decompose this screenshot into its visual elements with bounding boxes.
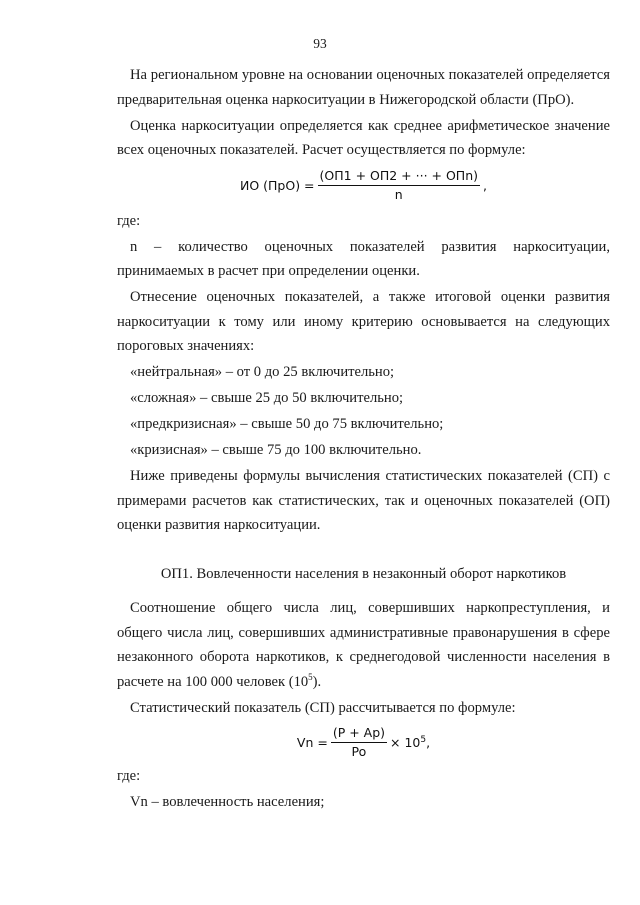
formula-vn-denominator: Po	[351, 743, 367, 759]
formula-vn-lhs: Vn =	[296, 734, 328, 750]
formula-io-pro	[117, 163, 610, 209]
paragraph-formulas-intro: Ниже приведены формулы вычисления статистических показателей (СП) с примерами расчетов как статистических, так и оценочных показателей (ОП) оценки развития наркоситуации.	[117, 468, 610, 533]
formula-io-comma: ,	[483, 178, 487, 193]
page-body	[117, 63, 610, 815]
formula-vn-fraction	[331, 725, 387, 760]
paragraph-vn-definition: Vn – вовлеченность населения;	[130, 794, 325, 810]
paragraph-assessment-method: Оценка наркоситуации определяется как среднее арифметическое значение всех оценочных показателей. Расчет осуществляется по формуле:	[117, 117, 610, 158]
section-heading: ОП1. Вовлеченности населения в незаконный оборот наркотиков	[160, 565, 567, 582]
thresholds-list	[117, 360, 610, 463]
formula-io-denominator: n	[394, 187, 403, 202]
threshold-item: «сложная» – свыше 25 до 50 включительно;	[130, 390, 404, 406]
formula-io-fraction	[318, 168, 480, 203]
threshold-item: «нейтральная» – от 0 до 25 включительно;	[130, 364, 395, 380]
op1-definition-text: Соотношение общего числа лиц, совершивших наркопреступления, и общего числа лиц, совершивших административные правонарушения в сфере незаконного оборота наркотиков, к среднегодовой численности населения в расчете на 100 000 человек (10	[117, 600, 610, 690]
formula-vn-comma: ,	[426, 734, 431, 750]
formula-vn-numerator: (P + Ap)	[331, 725, 387, 743]
paragraph-n-definition: n – количество оценочных показателей развития наркоситуации, принимаемых в расчет при определении оценки.	[117, 238, 610, 279]
paragraph-op1-definition	[117, 596, 610, 694]
formula-vn-times: × 10	[390, 734, 421, 750]
where-label: где:	[117, 212, 141, 229]
op1-exponent: 5	[308, 671, 313, 682]
formula-vn	[117, 720, 610, 764]
formula-vn-exponent: 5	[420, 734, 427, 745]
where-label-2: где:	[117, 768, 141, 784]
page-number: 93	[313, 36, 327, 51]
paragraph-regional-level: На региональном уровне на основании оценочных показателей определяется предварительная оценка наркоситуации в Нижегородской области (ПрО).	[117, 67, 610, 108]
threshold-item: «предкризисная» – свыше 50 до 75 включительно;	[130, 416, 444, 432]
formula-io-lhs: ИО (ПрО) =	[239, 178, 315, 193]
formula-vn-multiplier	[390, 735, 430, 750]
formula-io-numerator: (ОП1 + ОП2 + ··· + ОПn)	[318, 168, 480, 186]
op1-definition-end: ).	[312, 673, 322, 690]
paragraph-sp-formula-intro: Статистический показатель (СП) рассчитывается по формуле:	[130, 699, 516, 716]
paragraph-thresholds-intro: Отнесение оценочных показателей, а также итоговой оценки развития наркоситуации к тому или иному критерию основывается на следующих пороговых значениях:	[117, 289, 610, 354]
threshold-item: «кризисная» – свыше 75 до 100 включительно.	[130, 442, 422, 458]
